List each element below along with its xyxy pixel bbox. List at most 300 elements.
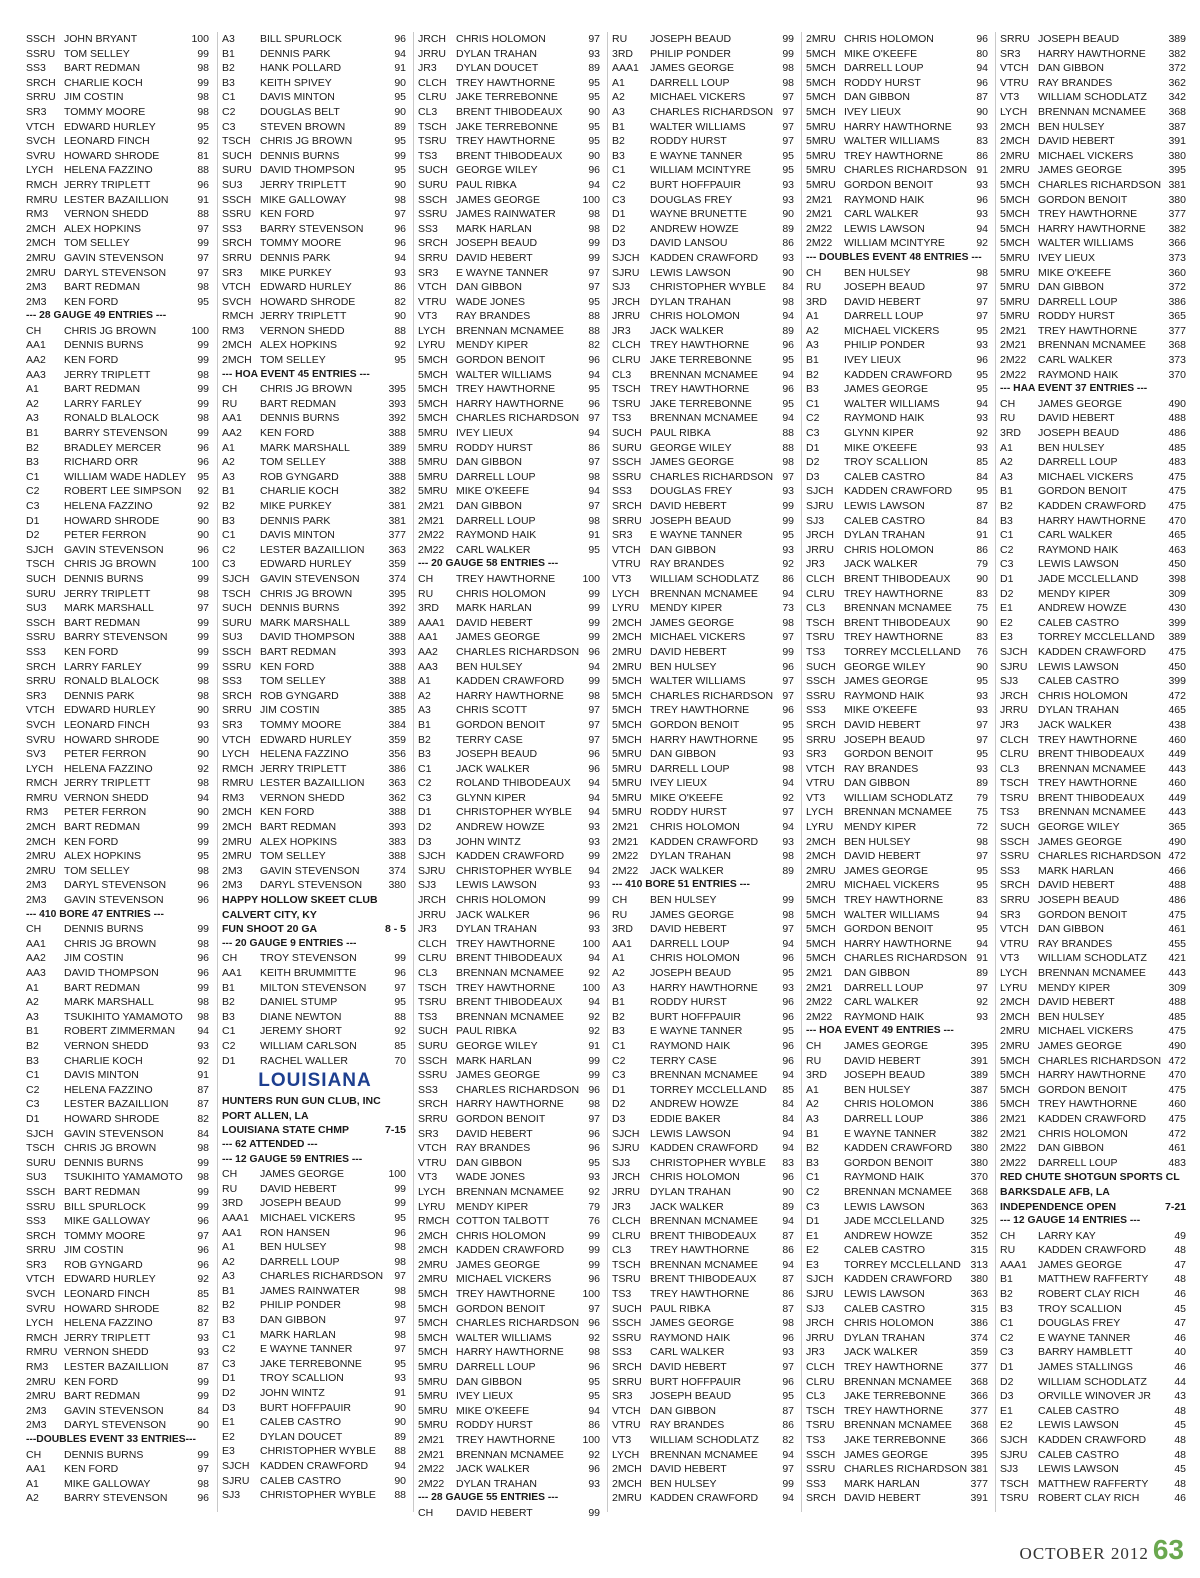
shooter-name: MENDY KIPER [650,602,723,615]
shooter-name: WALTER WILLIAMS [650,120,746,133]
result-row [26,660,211,675]
class-code: SRRU [806,733,836,746]
score: 391 [970,1492,988,1505]
shooter-name: E WAYNE TANNER [650,149,743,162]
shooter-name: BRADLEY MERCER [64,441,162,454]
class-code: C1 [806,1171,820,1184]
result-row [1000,1375,1188,1390]
class-code: 2MCH [806,835,836,848]
shooter-name: BEN HULSEY [650,660,717,673]
shooter-name: JOSEPH BEAUD [260,1197,342,1210]
shooter-name: BRENNAN MCNAMEE [650,1069,758,1082]
score: 92 [588,1185,600,1198]
shooter-name: LESTER BAZAILLION [64,193,169,206]
result-row [1000,849,1188,864]
result-row [418,864,602,879]
result-row [222,878,408,893]
result-row [806,178,990,193]
shooter-name: HOWARD SHRODE [64,149,160,162]
result-row [806,441,990,456]
shooter-name: MIKE PURKEY [260,500,332,512]
class-code: LYRU [1000,981,1028,994]
score: 99 [588,1069,600,1082]
result-row [418,1112,602,1127]
event-header-text: --- 62 ATTENDED --- [222,1138,318,1150]
score: 48 [1174,1404,1186,1417]
class-code: VTCH [418,1142,447,1155]
result-row [1000,120,1188,135]
score: 472 [1168,850,1186,863]
shooter-name: DYLAN TRAHAN [456,1477,537,1490]
result-row [26,499,211,514]
score: 89 [782,324,794,337]
result-row [612,1214,796,1229]
shooter-name: RACHEL WALLER [260,1054,348,1067]
shooter-name: BRENT THIBODEAUX [844,572,951,585]
result-row [1000,908,1188,923]
class-code: A2 [806,324,819,337]
class-code: SJCH [612,1127,640,1140]
result-row [612,382,796,397]
class-code: 5MCH [806,908,836,921]
score: 98 [782,62,794,75]
score: 94 [782,1215,794,1228]
class-code: 2M22 [1000,1156,1027,1169]
score: 98 [394,1241,406,1254]
score: 99 [197,923,209,936]
shooter-name: ALEX HOPKINS [260,339,338,352]
shooter-name: BART REDMAN [260,397,337,410]
class-code: SJRU [1000,1448,1028,1461]
result-row [612,587,796,602]
result-row [612,47,796,62]
score: 87 [976,91,988,104]
shooter-name: JAKE TERREBONNE [844,1434,946,1446]
score: 80 [976,47,988,60]
shooter-name: BRENNAN MCNAMEE [456,1185,564,1198]
class-code: SSRU [612,470,642,483]
result-row [612,1112,796,1127]
class-code: SRRU [26,675,56,688]
class-code: SURU [26,1156,56,1169]
event-header [1000,1214,1188,1229]
class-code: B1 [1000,1273,1013,1286]
shooter-name: DAN GIBBON [260,1314,326,1327]
event-header [612,878,796,893]
score: 88 [394,1010,406,1023]
result-row [26,397,211,412]
score: 93 [976,178,988,191]
result-row [222,1211,408,1226]
result-row [26,878,211,893]
shooter-name: JIM COSTIN [64,952,124,965]
class-code: B2 [222,62,235,75]
class-code: SS3 [222,222,242,235]
class-code: JRRU [1000,704,1028,717]
result-row [1000,805,1188,820]
result-row [418,1127,602,1142]
result-row [418,76,602,91]
score: 96 [394,1226,406,1239]
shooter-name: CHRIS HOLOMON [844,1317,934,1330]
shooter-name: GEORGE WILEY [844,660,926,673]
shooter-name: BARRY HAMBLETT [1038,1346,1133,1359]
class-code: 5MCH [806,76,836,89]
shooter-name: DAN GIBBON [1038,281,1104,294]
result-row [26,1448,211,1463]
class-code: 5MRU [612,791,642,804]
class-code: D2 [1000,1375,1014,1388]
class-code: 3RD [1000,427,1022,440]
score: 88 [782,441,794,454]
class-code: E1 [1000,1404,1013,1417]
result-row [418,1316,602,1331]
score: 82 [394,295,406,308]
score: 94 [976,397,988,410]
class-code: 2MRU [806,879,836,892]
shooter-name: JAMES GEORGE [650,456,735,469]
score: 95 [197,120,209,133]
class-code: SSRU [26,47,56,60]
result-row [612,893,796,908]
result-row [418,718,602,733]
score: 45 [1174,1463,1186,1476]
class-code: RU [1000,412,1016,425]
score: 86 [976,149,988,162]
shooter-name: CARL WALKER [1038,529,1113,542]
class-code: CLRU [418,91,447,104]
score: 94 [394,47,406,60]
class-code: VT3 [612,572,632,585]
result-row [612,776,796,791]
score: 392 [388,412,406,425]
score: 490 [1168,1039,1186,1052]
result-row [806,1127,990,1142]
class-code: TS3 [1000,806,1020,819]
shooter-name: HARRY HAWTHORNE [1038,222,1146,235]
shooter-name: CHRIS HOLOMON [844,33,934,45]
result-row [418,645,602,660]
result-row [806,776,990,791]
result-row [222,616,408,631]
shooter-name: GAVIN STEVENSON [260,864,360,877]
class-code: 2M22 [418,1463,445,1476]
class-code: 2M21 [418,1448,445,1461]
result-row [1000,1083,1188,1098]
class-code: SVCH [222,295,252,308]
result-row [806,514,990,529]
shooter-name: BRENNAN MCNAMEE [650,1258,758,1271]
class-code: SSCH [806,1448,836,1461]
score: 98 [782,616,794,629]
class-code: A3 [26,412,39,425]
result-row [1000,309,1188,324]
results-column-1 [26,32,211,1506]
class-code: JR3 [418,923,437,936]
class-code: CLCH [612,339,641,352]
shooter-name: TOM SELLEY [64,237,130,250]
result-row [1000,1272,1188,1287]
class-code: B3 [222,76,235,89]
shooter-name: CHRIS JG BROWN [260,587,353,600]
score: 399 [1168,675,1186,688]
shooter-name: CHRIS HOLOMON [456,1229,546,1242]
result-row [1000,1156,1188,1171]
score: 92 [588,1331,600,1344]
result-row [418,1039,602,1054]
class-code: 2MRU [806,33,836,45]
score: 98 [588,470,600,483]
result-row [418,528,602,543]
shooter-name: DAVID HEBERT [456,1127,533,1140]
shooter-name: JOSEPH BEAUD [456,237,538,250]
class-code: TSCH [418,981,447,994]
shooter-name: DARRELL LOUP [844,981,924,994]
score: 92 [197,1273,209,1286]
score: 374 [388,572,406,585]
class-code: 2MCH [1000,996,1030,1009]
event-header-text: --- 28 GAUGE 49 ENTRIES --- [26,310,167,322]
shooter-name: WALTER WILLIAMS [456,1331,552,1344]
class-code: SJ3 [612,281,631,294]
score: 99 [197,835,209,848]
score: 87 [197,1317,209,1330]
score: 100 [191,558,209,571]
score: 86 [782,572,794,585]
shooter-name: VERNON SHEDD [64,1039,149,1052]
shooter-name: DAN GIBBON [456,500,522,512]
shooter-name: JOHN WINTZ [260,1387,325,1400]
score: 98 [197,1142,209,1155]
shooter-name: DAVID HEBERT [1038,135,1115,148]
score: 382 [1168,222,1186,235]
result-row [26,1287,211,1302]
score: 94 [588,660,600,673]
result-row [806,645,990,660]
score: 93 [588,1477,600,1490]
score: 94 [588,368,600,381]
score: 99 [197,1156,209,1169]
shooter-name: VERNON SHEDD [64,208,149,221]
result-row [806,849,990,864]
class-code: C2 [418,777,432,790]
score: 391 [970,1054,988,1067]
result-row [612,1200,796,1215]
score: 92 [782,791,794,804]
result-row [418,791,602,806]
score: 86 [394,281,406,294]
class-code: RM3 [222,791,245,804]
class-code: D2 [26,529,40,542]
result-row [612,703,796,718]
shooter-name: LEWIS LAWSON [1038,558,1119,571]
score: 356 [388,748,406,761]
shooter-name: HARRY HAWTHORNE [1038,514,1146,527]
event-header-text: --- 410 BORE 47 ENTRIES --- [26,908,164,920]
class-code: SS3 [612,1346,632,1359]
event-header [418,557,602,572]
class-code: D1 [222,1054,236,1067]
shooter-name: WILLIAM SCHODLATZ [1038,91,1147,104]
result-row [26,32,211,47]
shooter-name: PHILIP PONDER [260,1299,341,1312]
shooter-name: CHARLES RICHARDSON [844,164,968,177]
class-code: A3 [612,105,625,118]
score: 352 [970,1229,988,1242]
score: 91 [394,1387,406,1400]
score: 95 [588,383,600,396]
class-code: JR3 [806,558,825,571]
result-row [418,514,602,529]
shooter-name: MARK HARLAN [1038,864,1114,877]
class-code: VT3 [418,1171,438,1184]
score: 97 [394,208,406,221]
score: 94 [394,1460,406,1472]
score: 100 [191,324,209,337]
result-row [612,820,796,835]
shooter-name: HELENA FAZZINO [64,762,153,775]
class-code: C2 [222,105,236,118]
shooter-name: JERRY TRIPLETT [260,178,347,191]
score: 97 [588,412,600,425]
result-row [26,455,211,470]
class-code: A3 [612,981,625,994]
class-code: C2 [806,412,820,425]
shooter-name: DAN GIBBON [1038,1142,1104,1155]
class-code: A1 [612,952,625,965]
score: 76 [588,1215,600,1228]
score: 472 [1168,1127,1186,1140]
result-row [612,105,796,120]
class-code: D3 [806,470,820,483]
score: 97 [588,500,600,512]
result-row [418,61,602,76]
shooter-name: CHRIS HOLOMON [844,1098,934,1111]
class-code: LYCH [1000,105,1028,118]
score: 490 [1168,835,1186,848]
class-code: 2M21 [418,514,445,527]
class-code: D3 [222,1401,236,1414]
result-row [612,324,796,339]
class-code: 2MRU [26,1375,56,1388]
shooter-name: DAVIS MINTON [64,1069,139,1082]
class-code: 5MCH [806,62,836,75]
result-row [222,1328,408,1343]
score: 455 [1168,937,1186,950]
shooter-name: CHRISTOPHER WYBLE [650,1156,766,1169]
class-code: SURU [612,441,642,454]
shooter-name: RODDY HURST [650,806,727,819]
shooter-name: BRENNAN MCNAMEE [650,368,758,381]
shooter-name: DOUGLAS FREY [650,485,733,498]
shooter-name: DAVID HEBERT [456,616,533,629]
shooter-name: MARK HARLAN [844,1477,920,1490]
result-row [26,557,211,572]
score: 383 [388,835,406,848]
score: 97 [588,1112,600,1125]
class-code: A3 [222,1270,235,1283]
class-code: RU [222,1182,238,1195]
class-code: SRCH [806,718,836,731]
result-row [806,353,990,368]
shooter-name: RODDY HURST [650,996,727,1009]
score: 95 [394,354,406,367]
shooter-name: WALTER WILLIAMS [844,908,940,921]
class-code: RM3 [26,1361,49,1374]
class-code: 2MCH [612,631,642,644]
class-code: 5MCH [806,923,836,936]
score: 388 [388,806,406,819]
result-row [26,747,211,762]
result-row [1000,236,1188,251]
result-row [418,1258,602,1273]
result-row [612,981,796,996]
class-code: SU3 [26,1171,47,1184]
shooter-name: DAN GIBBON [456,1156,522,1169]
score: 389 [388,616,406,629]
score: 75 [976,806,988,819]
shooter-name: MICHAEL VICKERS [456,1273,552,1286]
score: 377 [970,1477,988,1490]
result-row [418,674,602,689]
class-code: C1 [222,1025,236,1038]
result-row [806,309,990,324]
score: 90 [197,1419,209,1432]
class-code: SVCH [26,135,56,148]
class-code: 2M21 [806,193,833,206]
score: 362 [388,791,406,804]
class-code: B2 [1000,500,1013,512]
class-code: 2M21 [806,981,833,994]
result-row [806,484,990,499]
class-code: 5MCH [418,1288,448,1301]
class-code: A2 [806,1098,819,1111]
result-row [26,61,211,76]
score: 475 [1168,908,1186,921]
shooter-name: JADE MCCLELLAND [1038,572,1139,585]
shooter-name: TERRY CASE [456,733,523,746]
shooter-name: RAYMOND HAIK [1038,543,1119,556]
score: 100 [582,572,600,585]
class-code: TSRU [612,1273,641,1286]
result-row [806,324,990,339]
score: 92 [976,237,988,250]
score: 90 [197,529,209,542]
shooter-name: DENNIS BURNS [64,1448,144,1461]
shooter-name: CHARLES RICHARDSON [650,470,774,483]
shooter-name: LEWIS LAWSON [844,1200,925,1213]
score: 85 [782,1083,794,1096]
score: 450 [1168,660,1186,673]
class-code: 5MRU [1000,281,1030,294]
class-code: 2M3 [26,894,47,907]
class-code: C2 [612,178,626,191]
score: 100 [191,33,209,45]
class-code: VTRU [418,295,447,308]
class-code: SUCH [612,1302,642,1315]
result-row [612,207,796,222]
shooter-name: BEN HULSEY [844,1083,911,1096]
class-code: 5MRU [418,1361,448,1374]
score: 93 [976,120,988,133]
result-row [26,1156,211,1171]
shooter-name: LEWIS LAWSON [1038,1463,1119,1476]
shooter-name: GLYNN KIPER [844,427,914,440]
class-code: 2MCH [26,835,56,848]
class-code: B2 [222,1299,235,1312]
result-row [26,1404,211,1419]
score: 86 [782,1288,794,1301]
